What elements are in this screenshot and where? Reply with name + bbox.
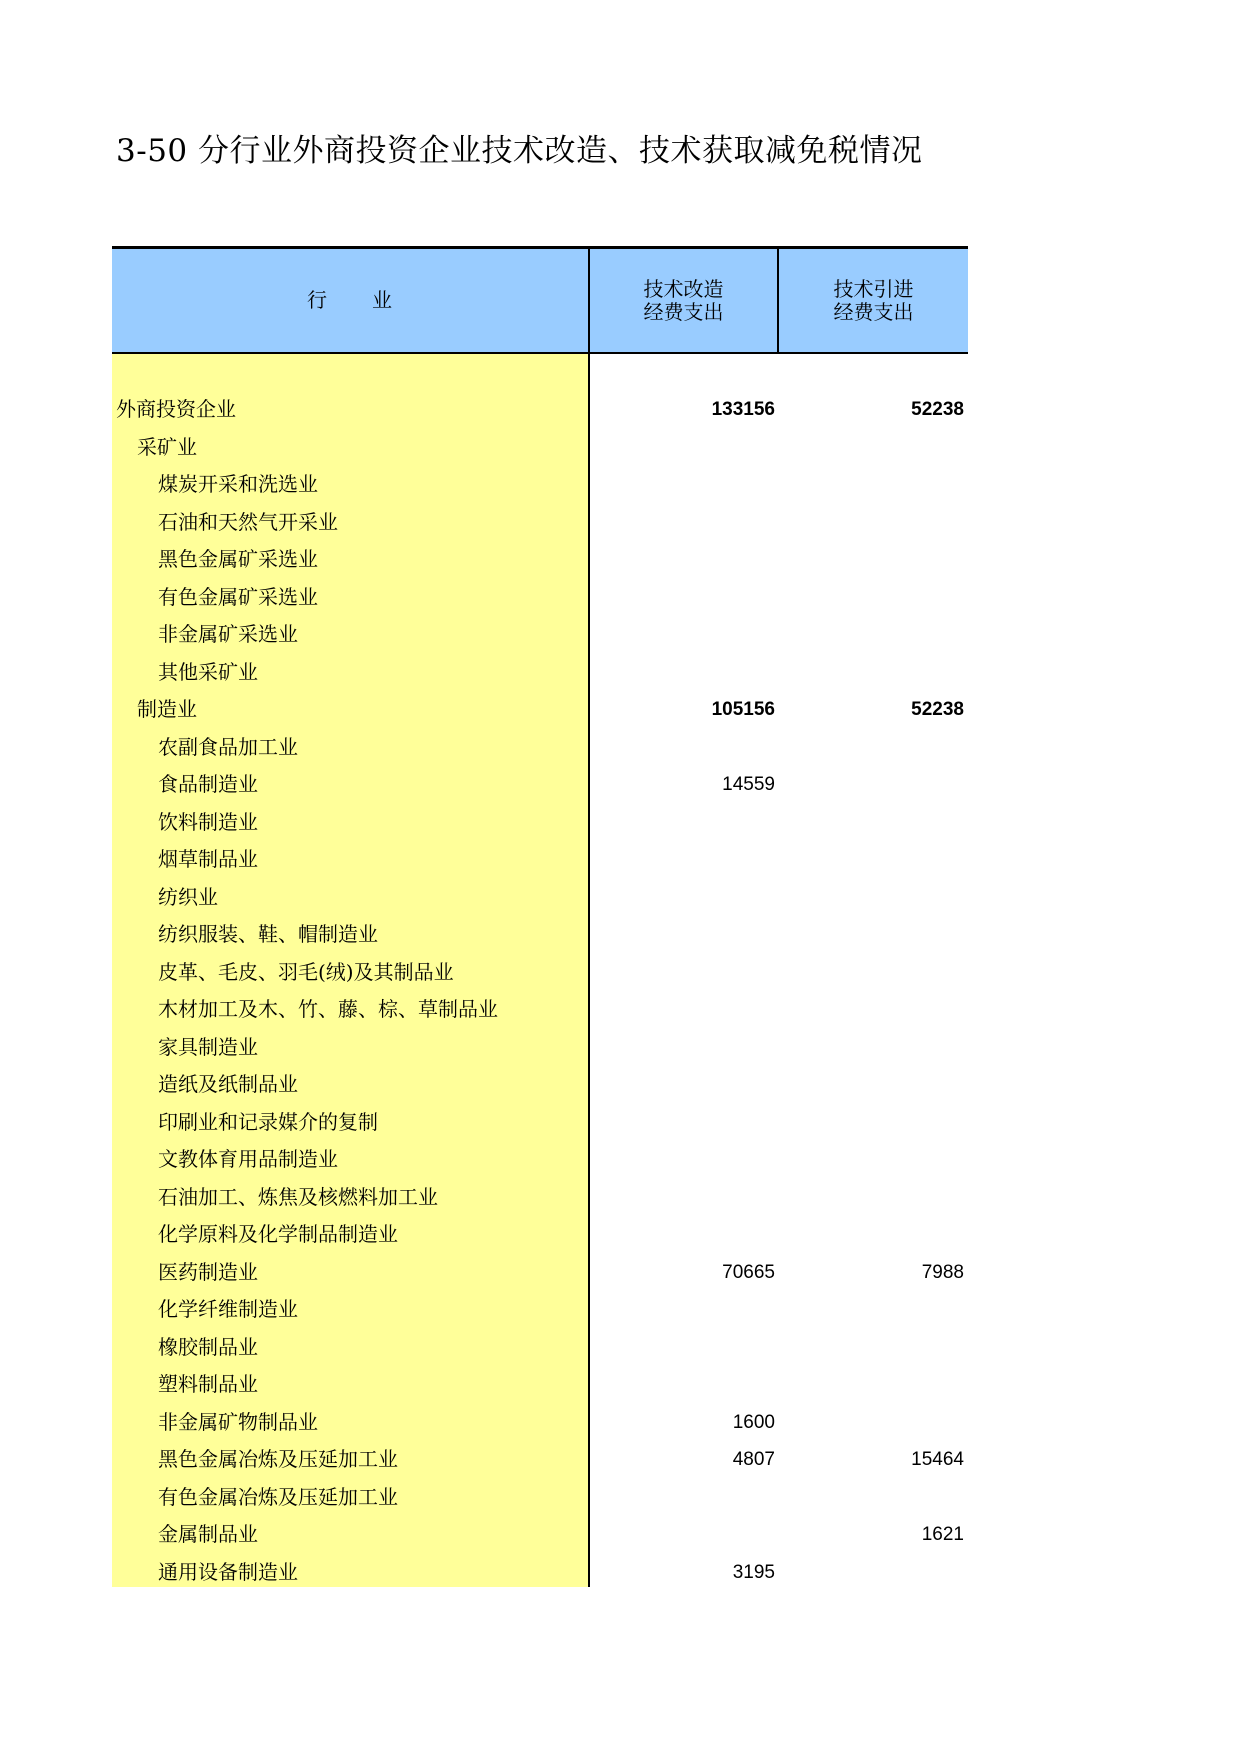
header-col1-line2: 经费支出 [643,299,724,324]
header-col2-line1: 技术引进 [833,276,914,301]
table-row [112,1404,968,1442]
header-tech-renovation [590,249,779,352]
table-header [112,246,968,354]
industry-label: 制造业 [137,697,197,721]
table-row [112,841,968,879]
industry-label: 外商投资企业 [116,397,236,421]
industry-label: 塑料制品业 [158,1372,258,1396]
industry-label: 木材加工及木、竹、藤、棕、草制品业 [158,997,498,1021]
header-col1-line1: 技术改造 [643,276,724,301]
industry-label: 其他采矿业 [158,659,258,684]
table-row [112,541,968,579]
tech-renovation-value: 3195 [732,1561,775,1583]
industry-label: 印刷业和记录媒介的复制 [158,1109,378,1134]
table-row [112,1479,968,1517]
industry-label: 皮革、毛皮、羽毛(绒)及其制品业 [158,959,454,984]
table-row [112,729,968,767]
tech-renovation-value: 1600 [732,1411,775,1433]
table-row [112,391,968,429]
tech-renovation-value: 14559 [722,774,775,795]
industry-label: 烟草制品业 [158,847,258,871]
tech-introduction-value: 15464 [911,1449,964,1470]
industry-label: 纺织业 [158,884,218,909]
industry-label: 非金属矿采选业 [158,622,298,646]
header-industry-part-b: 业 [372,288,393,312]
industry-label: 农副食品加工业 [158,734,298,759]
industry-label: 饮料制造业 [158,809,258,834]
industry-label: 黑色金属冶炼及压延加工业 [158,1447,398,1471]
table-row [112,1516,968,1554]
table-row [112,1104,968,1142]
table-body [112,354,968,1587]
tech-renovation-value: 133156 [711,399,775,420]
industry-label: 有色金属矿采选业 [158,584,318,609]
header-industry [112,249,590,352]
industry-label: 纺织服装、鞋、帽制造业 [158,922,378,946]
industry-label: 医药制造业 [158,1259,258,1284]
table-row [112,991,968,1029]
industry-label: 食品制造业 [158,772,258,796]
industry-label: 化学纤维制造业 [158,1297,298,1321]
industry-label: 采矿业 [137,434,197,459]
table-row [112,1141,968,1179]
table-row [112,504,968,542]
tech-introduction-value: 1621 [921,1524,964,1545]
header-industry-part-a: 行 [307,288,328,312]
data-table [112,246,968,1587]
table-row [112,1554,968,1592]
industry-label: 金属制品业 [158,1522,258,1546]
table-row [112,1329,968,1367]
table-row [112,616,968,654]
table-row [112,1291,968,1329]
industry-label: 石油加工、炼焦及核燃料加工业 [158,1184,438,1209]
table-row [112,1441,968,1479]
table-row [112,1254,968,1292]
table-rows [112,391,968,1591]
page-title: 3-50 分行业外商投资企业技术改造、技术获取减免税情况 [116,133,923,169]
table-row [112,429,968,467]
table-row [112,579,968,617]
industry-label: 橡胶制品业 [158,1334,258,1359]
industry-label: 石油和天然气开采业 [158,509,338,534]
table-row [112,916,968,954]
tech-renovation-value: 105156 [711,699,775,720]
table-row [112,804,968,842]
industry-label: 家具制造业 [158,1034,258,1059]
header-col2-line2: 经费支出 [833,299,914,324]
industry-label: 通用设备制造业 [158,1559,298,1584]
table-row [112,654,968,692]
table-row [112,879,968,917]
tech-introduction-value: 52238 [911,399,964,420]
table-row [112,1029,968,1067]
industry-label: 文教体育用品制造业 [158,1147,338,1171]
tech-introduction-value: 52238 [911,699,964,720]
table-row [112,1216,968,1254]
industry-label: 非金属矿物制品业 [158,1409,318,1434]
industry-label: 化学原料及化学制品制造业 [158,1222,398,1246]
header-tech-introduction [779,249,968,352]
table-row [112,1179,968,1217]
table-row [112,954,968,992]
tech-introduction-value: 7988 [921,1261,964,1283]
industry-label: 煤炭开采和洗选业 [158,472,318,496]
industry-label: 黑色金属矿采选业 [158,547,318,571]
tech-renovation-value: 4807 [732,1449,775,1470]
industry-label: 有色金属冶炼及压延加工业 [158,1484,398,1509]
table-row [112,1366,968,1404]
table-row [112,766,968,804]
table-row [112,1066,968,1104]
industry-label: 造纸及纸制品业 [158,1072,298,1096]
table-row [112,691,968,729]
table-row [112,466,968,504]
tech-renovation-value: 70665 [722,1261,775,1283]
